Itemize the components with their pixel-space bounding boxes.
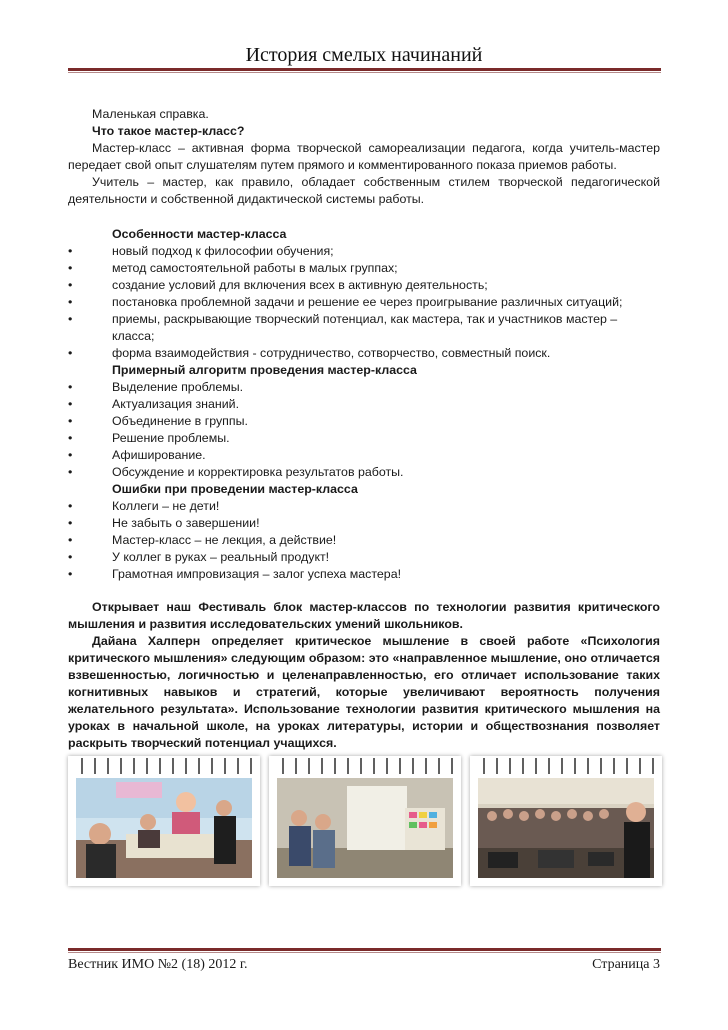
- list-item: • форма взаимодействия - сотрудничество, сотворчество, совместный поиск.: [68, 346, 551, 360]
- list-item: • Грамотная импровизация – залог успеха мастера!: [68, 567, 402, 581]
- photo-image: [277, 778, 453, 878]
- features-list: [68, 243, 660, 362]
- intro-teacher: Учитель – мастер, как правило, обладает собственным стилем творческой педагогической деятельности и собственной дидактической системы работы.: [68, 175, 660, 206]
- body-paragraph-halpern: Дайана Халперн определяет критическое мышление в своей работе «Психология критического мышления» следующим образом: это «направленное мышление, оно отличается взвешенностью, логичностью и целенаправленностью, его отличает использование таких когнитивных навыков и стратегий, которые увеличивают вероятность получения желательного результата». Использование технологии развития критического мышления на уроках в начальной школе, на уроках литературы, истории и обществознания позволяет раскрыть творческий потенциал учащихся.: [68, 634, 660, 750]
- intro-definition: Мастер-класс – активная форма творческой самореализации педагога, когда учитель-мастер передает свой опыт слушателям путем прямого и комментированного показа приемов работы.: [68, 141, 660, 172]
- algorithm-title: Примерный алгоритм проведения мастер-класса: [112, 363, 417, 377]
- photo-frame-1: [68, 756, 260, 886]
- spiral-binding-icon: [76, 758, 252, 774]
- list-item: • постановка проблемной задачи и решение ее через проигрывание различных ситуаций;: [68, 295, 623, 309]
- footer-publication: Вестник ИМО №2 (18) 2012 г.: [68, 957, 248, 972]
- photo-hall-board: [277, 778, 453, 878]
- list-item: • метод самостоятельной работы в малых группах;: [68, 261, 398, 275]
- photo-frame-3: [470, 756, 662, 886]
- list-item: • Актуализация знаний.: [68, 397, 240, 411]
- bullet-icon: •: [68, 244, 73, 258]
- bullet-icon: •: [68, 261, 73, 275]
- bullet-icon: •: [68, 499, 73, 513]
- spiral-binding-icon: [478, 758, 654, 774]
- bullet-icon: •: [68, 567, 73, 581]
- bullet-icon: •: [68, 448, 73, 462]
- footer-rule-thin: [68, 952, 661, 953]
- list-item: • Не забыть о завершении!: [68, 516, 260, 530]
- bullet-icon: •: [68, 312, 73, 326]
- list-item: • Мастер-класс – не лекция, а действие!: [68, 533, 337, 547]
- list-item: • У коллег в руках – реальный продукт!: [68, 550, 330, 564]
- photo-image: [478, 778, 654, 878]
- header-rule-thin: [68, 72, 661, 73]
- footer-rule: [68, 948, 661, 951]
- bullet-icon: •: [68, 550, 73, 564]
- list-item: • Решение проблемы.: [68, 431, 230, 445]
- list-item: • создание условий для включения всех в активную деятельность;: [68, 278, 488, 292]
- bullet-icon: •: [68, 431, 73, 445]
- bullet-icon: •: [68, 346, 73, 360]
- algorithm-list: [68, 379, 660, 481]
- footer-page-number: Страница 3: [592, 957, 660, 972]
- photo-classroom: [76, 778, 252, 878]
- list-item: • Афиширование.: [68, 448, 206, 462]
- list-item: • Обсуждение и корректировка результатов работы.: [68, 465, 404, 479]
- errors-list: [68, 498, 660, 583]
- bullet-icon: •: [68, 465, 73, 479]
- features-title: Особенности мастер-класса: [112, 227, 287, 241]
- bullet-icon: •: [68, 516, 73, 530]
- intro-line: Маленькая справка.: [92, 107, 209, 121]
- spiral-binding-icon: [277, 758, 453, 774]
- bullet-icon: •: [68, 533, 73, 547]
- photo-audience: [478, 778, 654, 878]
- list-item: • новый подход к философии обучения;: [68, 244, 334, 258]
- list-item: • Выделение проблемы.: [68, 380, 244, 394]
- bullet-icon: •: [68, 278, 73, 292]
- list-item: • Объединение в группы.: [68, 414, 248, 428]
- photo-frame-2: [269, 756, 461, 886]
- body-paragraph-festival: Открывает наш Фестиваль блок мастер-классов по технологии развития критического мышления и развития исследовательских умений школьников.: [68, 600, 660, 631]
- main-content: [68, 106, 660, 752]
- photo-image: [76, 778, 252, 878]
- bullet-icon: •: [68, 295, 73, 309]
- errors-title: Ошибки при проведении мастер-класса: [112, 482, 358, 496]
- list-item: • приемы, раскрывающие творческий потенциал, как мастера, так и участников мастер – класса;: [68, 312, 618, 343]
- intro-question: Что такое мастер-класс?: [92, 124, 245, 138]
- page-header-title: История смелых начинаний: [245, 44, 483, 66]
- header-rule: [68, 68, 661, 71]
- photo-strip: [68, 756, 662, 891]
- list-item: • Коллеги – не дети!: [68, 499, 220, 513]
- bullet-icon: •: [68, 397, 73, 411]
- bullet-icon: •: [68, 380, 73, 394]
- bullet-icon: •: [68, 414, 73, 428]
